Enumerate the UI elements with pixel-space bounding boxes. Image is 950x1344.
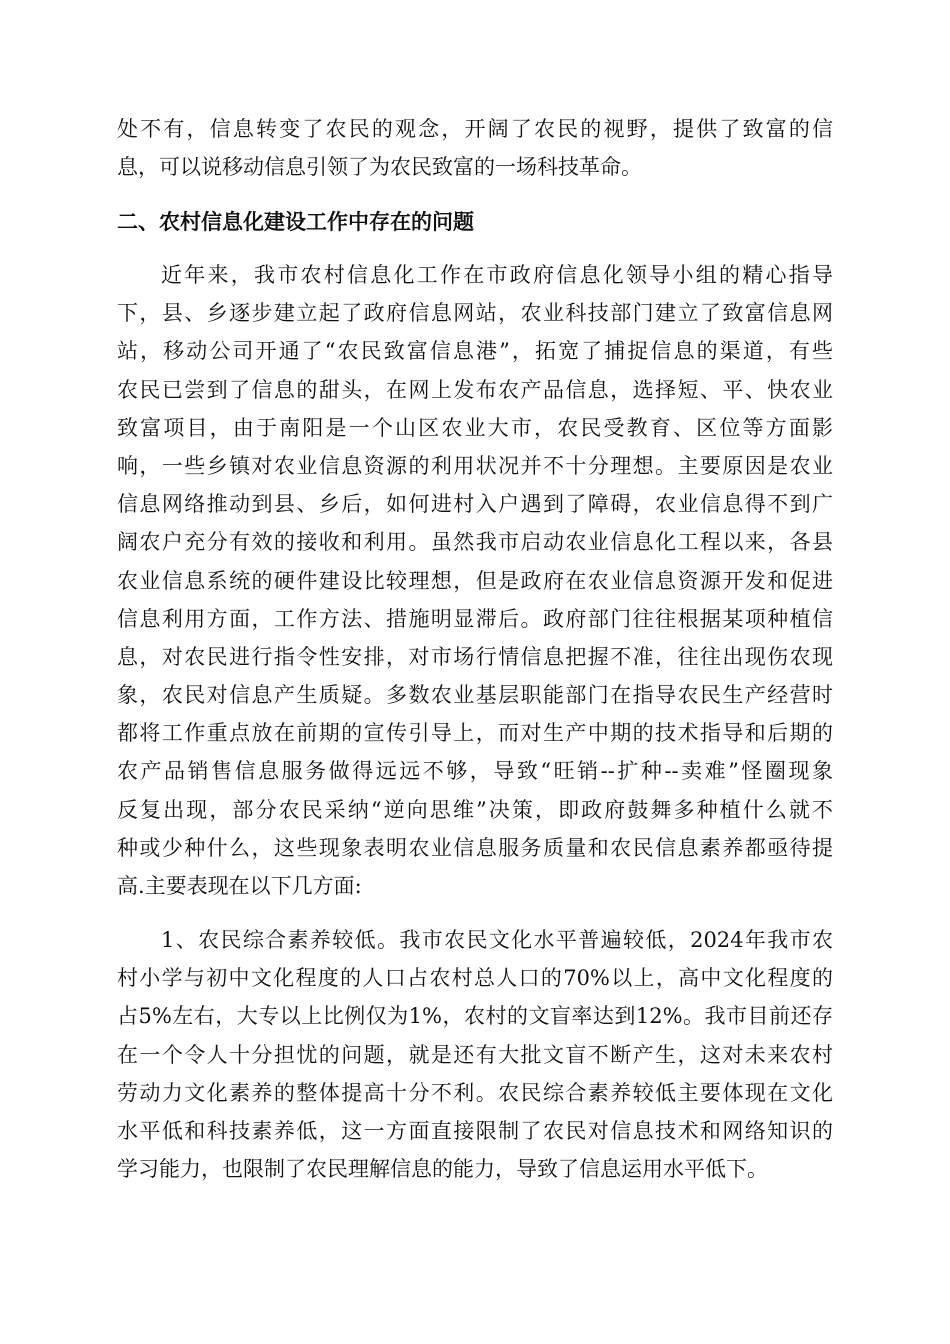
paragraph-line: 农产品销售信息服务做得远远不够，导致“旺销--扩种--卖难”怪圈现象 [117, 759, 833, 784]
paragraph-line: 站，移动公司开通了“农民致富信息港”，拓宽了捕捉信息的渠道，有些 [117, 339, 833, 364]
paragraph-line: 学习能力，也限制了农民理解信息的能力，导致了信息运用水平低下。 [117, 1157, 768, 1182]
paragraph-line: 占5%左右，大专以上比例仅为1%，农村的文盲率达到12%。我市目前还存 [117, 1004, 833, 1029]
paragraph-line: 都将工作重点放在前期的宣传引导上，而对生产中期的技术指导和后期的 [117, 721, 833, 746]
paragraph-line: 致富项目，由于南阳是一个山区农业大市，农民受教育、区位等方面影 [117, 415, 833, 440]
paragraph-line: 息，对农民进行指令性安排，对市场行情信息把握不准，往往出现伤农现 [117, 644, 833, 669]
paragraph-line: 近年来，我市农村信息化工作在市政府信息化领导小组的精心指导 [161, 263, 833, 287]
paragraph-line: 信息利用方面，工作方法、措施明显滞后。政府部门往往根据某项种植信 [117, 606, 833, 631]
paragraph-line: 农民已尝到了信息的甜头，在网上发布农产品信息，选择短、平、快农业 [117, 377, 833, 402]
paragraph-line: 息，可以说移动信息引领了为农民致富的一场科技革命。 [117, 155, 642, 180]
paragraph-line: 农业信息系统的硬件建设比较理想，但是政府在农业信息资源开发和促进 [117, 568, 833, 593]
paragraph-line: 下，县、乡逐步建立起了政府信息网站，农业科技部门建立了致富信息网 [117, 301, 833, 326]
paragraph-line: 劳动力文化素养的整体提高十分不利。农民综合素养较低主要体现在文化 [117, 1080, 833, 1105]
paragraph-line: 在一个令人十分担忧的问题，就是还有大批文盲不断产生，这对未来农村 [117, 1042, 833, 1067]
item-1-paragraph [117, 921, 833, 1188]
paragraph-line: 响，一些乡镇对农业信息资源的利用状况并不十分理想。主要原因是农业 [117, 453, 833, 478]
paragraph-line: 处不有，信息转变了农民的观念，开阔了农民的视野，提供了致富的信 [117, 117, 833, 141]
paragraph-line: 阔农户充分有效的接收和利用。虽然我市启动农业信息化工程以来，各县 [117, 530, 833, 555]
paragraph-line: 1、农民综合素养较低。我市农民文化水平普遍较低，2024年我市农 [161, 928, 833, 952]
paragraph-line: 村小学与初中文化程度的人口占农村总人口的70%以上，高中文化程度的 [117, 966, 833, 991]
paragraph-line: 种或少种什么，这些现象表明农业信息服务质量和农民信息素养都亟待提 [117, 835, 833, 860]
paragraph-line: 象，农民对信息产生质疑。多数农业基层职能部门在指导农民生产经营时 [117, 683, 833, 708]
main-paragraph [117, 256, 833, 905]
paragraph-line: 高.主要表现在以下几方面: [117, 874, 362, 898]
paragraph-line: 水平低和科技素养低，这一方面直接限制了农民对信息技术和网络知识的 [117, 1118, 833, 1143]
paragraph-line: 信息网络推动到县、乡后，如何进村入户遇到了障碍，农业信息得不到广 [117, 492, 833, 517]
section-heading: 二、农村信息化建设工作中存在的问题 [117, 210, 474, 234]
paragraph-line: 反复出现，部分农民采纳“逆向思维”决策，即政府鼓舞多种植什么就不 [117, 797, 833, 822]
intro-paragraph [117, 110, 833, 186]
